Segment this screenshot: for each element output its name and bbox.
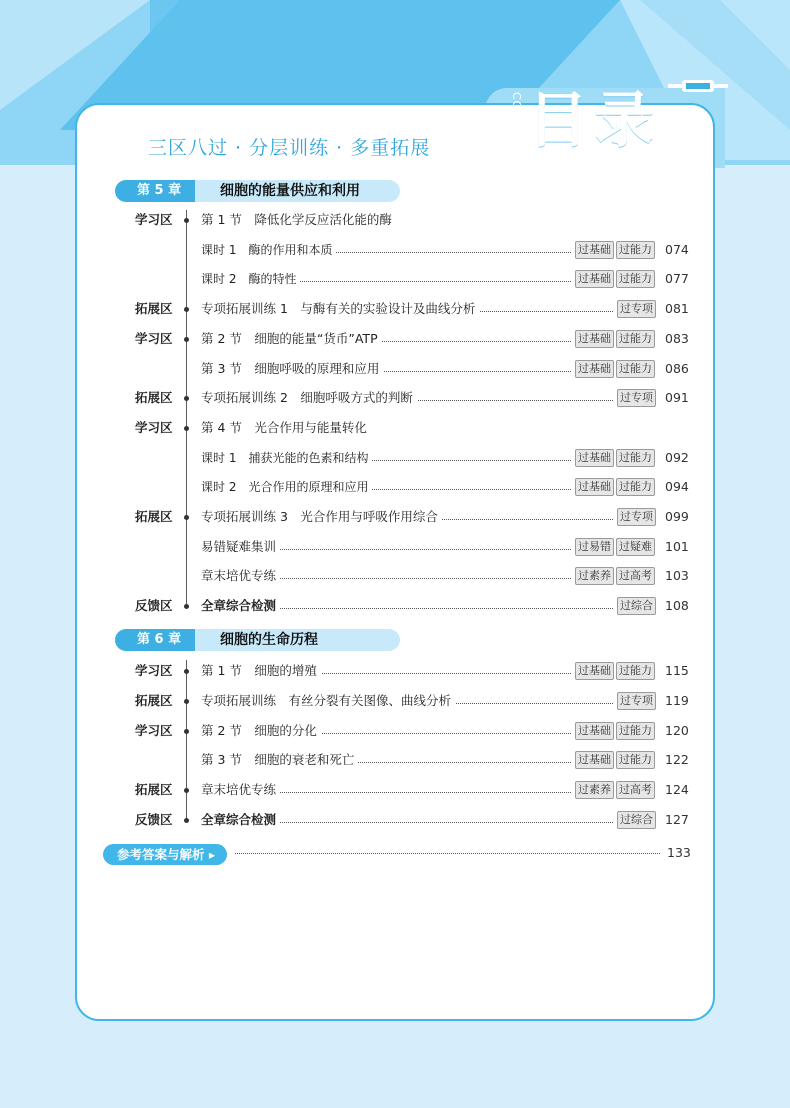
practice-tag: 过专项 — [617, 300, 656, 318]
entry-title: 第 2 节 细胞的分化 — [201, 721, 321, 741]
page-number: 099 — [665, 509, 689, 524]
toc-row[interactable] — [115, 240, 695, 260]
timeline-dot — [184, 788, 189, 793]
entry-title: 第 3 节 细胞的衰老和死亡 — [201, 750, 358, 770]
timeline-dot — [184, 396, 189, 401]
page-number: 083 — [665, 330, 689, 346]
practice-tag: 过基础 — [575, 751, 614, 769]
timeline-dot — [184, 218, 189, 223]
entry-title: 第 1 节 降低化学反应活化能的酶 — [201, 210, 396, 230]
tag-group — [575, 722, 655, 740]
page-number: 074 — [665, 241, 689, 257]
entry-title: 专项拓展训练 有丝分裂有关图像、曲线分析 — [201, 691, 455, 711]
tag-group — [617, 389, 656, 407]
toc-row[interactable] — [115, 507, 695, 527]
contents-label: CONTENTS — [510, 92, 523, 161]
practice-tag: 过能力 — [616, 722, 655, 740]
page-number: 091 — [665, 390, 689, 406]
practice-tag: 过综合 — [617, 597, 656, 615]
tag-group — [575, 241, 655, 259]
entry-title: 课时 1 捕获光能的色素和结构 — [201, 448, 372, 468]
entry-title: 第 1 节 细胞的增殖 — [201, 661, 321, 681]
page-number: 094 — [665, 479, 689, 495]
entry-title: 易错疑难集训 — [201, 537, 280, 557]
toc-row[interactable] — [115, 329, 695, 349]
zone-label: 拓展区 — [135, 301, 173, 317]
timeline-dot — [184, 818, 189, 823]
toc-row[interactable] — [115, 388, 695, 408]
toc-row[interactable] — [115, 299, 695, 319]
practice-tag: 过素养 — [575, 567, 614, 585]
practice-tag: 过能力 — [616, 751, 655, 769]
zone-label: 拓展区 — [135, 782, 173, 798]
entry-title: 专项拓展训练 3 光合作用与呼吸作用综合 — [201, 507, 442, 527]
tag-group — [575, 330, 655, 348]
slogan: 三区八过 · 分层训练 · 多重拓展 — [148, 137, 431, 159]
toc-row[interactable] — [115, 661, 695, 681]
page-number: 124 — [665, 782, 689, 798]
entry-title: 第 4 节 光合作用与能量转化 — [201, 418, 371, 438]
zone-label: 反馈区 — [135, 598, 173, 614]
practice-tag: 过高考 — [616, 781, 655, 799]
toc-row[interactable] — [115, 596, 695, 616]
zone-label: 学习区 — [135, 663, 173, 678]
practice-tag: 过专项 — [617, 508, 656, 526]
page-number: 108 — [665, 598, 689, 614]
zone-label: 拓展区 — [135, 692, 173, 708]
toc-row[interactable] — [115, 210, 695, 230]
answer-row — [115, 843, 695, 863]
toc-row[interactable] — [115, 750, 695, 770]
timeline-dot — [184, 515, 189, 520]
zone-label: 拓展区 — [135, 390, 173, 406]
page-number: 133 — [667, 845, 691, 860]
entry-title: 专项拓展训练 1 与酶有关的实验设计及曲线分析 — [201, 299, 479, 319]
zone-label: 拓展区 — [135, 509, 173, 524]
tag-group — [575, 360, 655, 378]
zone-label: 学习区 — [135, 419, 173, 435]
page-number: 115 — [665, 663, 689, 678]
practice-tag: 过高考 — [616, 567, 655, 585]
entry-title: 章末培优专练 — [201, 780, 280, 800]
toc-row[interactable] — [115, 359, 695, 379]
practice-tag: 过基础 — [575, 662, 614, 680]
practice-tag: 过基础 — [575, 449, 614, 467]
toc-row[interactable] — [115, 721, 695, 741]
practice-tag: 过专项 — [617, 692, 656, 710]
practice-tag: 过综合 — [617, 811, 656, 829]
page-number: 127 — [665, 812, 689, 827]
entry-title: 课时 1 酶的作用和本质 — [201, 240, 336, 260]
tag-group — [617, 508, 656, 526]
toc-row[interactable] — [115, 691, 695, 711]
entry-title: 第 3 节 细胞呼吸的原理和应用 — [201, 359, 383, 379]
chapter-label: 第 5 章 — [115, 180, 205, 202]
toc-row[interactable] — [115, 448, 695, 468]
toc-row[interactable] — [115, 810, 695, 830]
entry-title: 课时 2 光合作用的原理和应用 — [201, 477, 372, 497]
practice-tag: 过能力 — [616, 360, 655, 378]
practice-tag: 过基础 — [575, 722, 614, 740]
tag-group — [575, 751, 655, 769]
practice-tag: 过能力 — [616, 478, 655, 496]
toc-row[interactable] — [115, 780, 695, 800]
publisher-logo — [668, 78, 728, 94]
toc-row[interactable] — [115, 477, 695, 497]
zone-label: 学习区 — [135, 722, 173, 738]
practice-tag: 过基础 — [575, 270, 614, 288]
page-number: 081 — [665, 301, 689, 317]
tag-group — [617, 692, 656, 710]
practice-tag: 过能力 — [616, 241, 655, 259]
tag-group — [575, 567, 655, 585]
practice-tag: 过专项 — [617, 389, 656, 407]
page-number: 103 — [665, 568, 689, 584]
practice-tag: 过基础 — [575, 360, 614, 378]
toc-row[interactable] — [115, 537, 695, 557]
page-number: 092 — [665, 449, 689, 465]
toc-row[interactable] — [115, 418, 695, 438]
page-number: 101 — [665, 538, 689, 554]
answer-label: 参考答案与解析 — [117, 847, 205, 862]
tag-group — [575, 662, 655, 680]
chapter-label: 第 6 章 — [115, 629, 205, 651]
chapter-title: 细胞的生命历程 — [195, 629, 400, 651]
entry-title: 章末培优专练 — [201, 566, 280, 586]
page-number: 119 — [665, 692, 689, 708]
timeline-dot — [184, 604, 189, 609]
practice-tag: 过能力 — [616, 662, 655, 680]
practice-tag: 过基础 — [575, 241, 614, 259]
page-number: 077 — [665, 271, 689, 287]
tag-group — [575, 538, 655, 556]
timeline-dot — [184, 426, 189, 431]
page-number: 086 — [665, 360, 689, 376]
practice-tag: 过能力 — [616, 330, 655, 348]
timeline-dot — [184, 337, 189, 342]
entry-title: 全章综合检测 — [201, 810, 280, 830]
timeline-dot — [184, 699, 189, 704]
practice-tag: 过疑难 — [616, 538, 655, 556]
timeline-dot — [184, 307, 189, 312]
tag-group — [617, 300, 656, 318]
tag-group — [575, 449, 655, 467]
entry-title: 课时 2 酶的特性 — [201, 269, 300, 289]
toc-row[interactable] — [115, 566, 695, 586]
practice-tag: 过基础 — [575, 478, 614, 496]
practice-tag: 过易错 — [575, 538, 614, 556]
page-title: 目录 — [528, 86, 660, 156]
tag-group — [575, 781, 655, 799]
entry-title: 专项拓展训练 2 细胞呼吸方式的判断 — [201, 388, 417, 408]
timeline-dot — [184, 729, 189, 734]
zone-label: 学习区 — [135, 330, 173, 346]
page-number: 120 — [665, 722, 689, 738]
chapter-title: 细胞的能量供应和利用 — [195, 180, 400, 202]
practice-tag: 过素养 — [575, 781, 614, 799]
entry-title: 全章综合检测 — [201, 596, 280, 616]
tag-group — [617, 811, 656, 829]
answer-button[interactable]: 参考答案与解析 ▸ — [103, 844, 227, 865]
practice-tag: 过基础 — [575, 330, 614, 348]
tag-group — [617, 597, 656, 615]
zone-label: 学习区 — [135, 212, 173, 227]
practice-tag: 过能力 — [616, 270, 655, 288]
tag-group — [575, 270, 655, 288]
zone-label: 反馈区 — [135, 812, 173, 827]
toc-row[interactable] — [115, 269, 695, 289]
entry-title: 第 2 节 细胞的能量“货币”ATP — [201, 329, 382, 349]
practice-tag: 过能力 — [616, 449, 655, 467]
page-number: 122 — [665, 752, 689, 768]
tag-group — [575, 478, 655, 496]
timeline-dot — [184, 669, 189, 674]
